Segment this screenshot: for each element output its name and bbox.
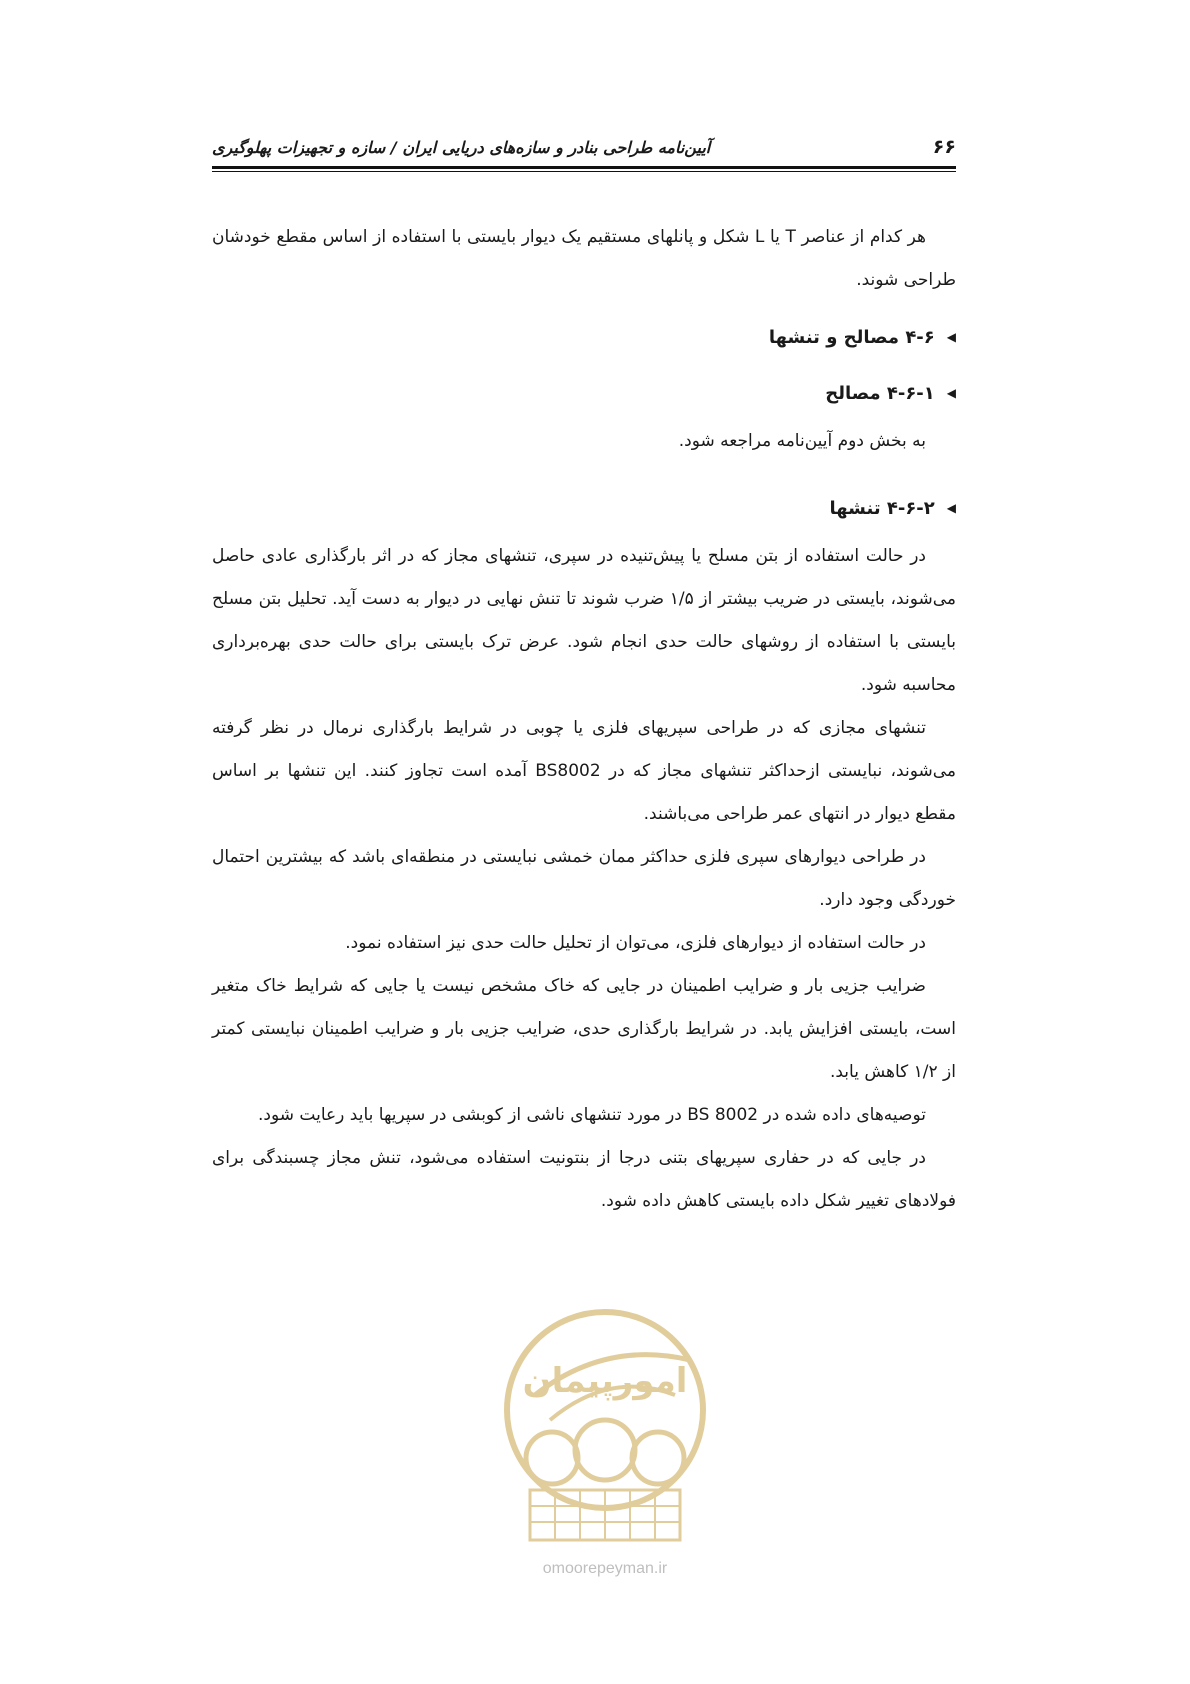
subsection-heading-text: ۴-۶-۲ تنشها: [829, 497, 935, 519]
watermark-emblem-icon: [490, 1300, 720, 1556]
stresses-paragraph: در جایی که در حفاری سپریهای بتنی درجا از بنتونیت استفاده می‌شود، تنش مجاز چسبندگی برای فولادهای تغییر شکل داده بایستی کاهش داده شود.: [212, 1148, 956, 1211]
subsection-heading-text: ۴-۶-۱ مصالح: [825, 382, 935, 404]
stresses-paragraph: تنشهای مجازی که در طراحی سپریهای فلزی یا چوبی در شرایط بارگذاری نرمال در نظر گرفته می‌شوند، نبایستی ازحداکثر تنشهای مجاز که در BS8002 آمده است تجاوز کنند. این تنشها بر اساس مقطع دیوار در انتهای عمر طراحی می‌باشند.: [212, 718, 956, 824]
watermark-url: omoorepeyman.ir: [542, 1560, 668, 1577]
stresses-paragraph: در طراحی دیوارهای سپری فلزی حداکثر ممان خمشی نبایستی در منطقه‌ای باشد که بیشترین احتمال خوردگی وجود دارد.: [212, 847, 956, 910]
heading-arrow-icon: ◀: [946, 501, 956, 515]
watermark-logo: [490, 1300, 720, 1586]
heading-arrow-icon: ◀: [946, 386, 956, 400]
subsection-heading-stresses: [212, 485, 956, 531]
header-rule-thick: [212, 166, 956, 169]
stresses-paragraph: ضرایب جزیی بار و ضرایب اطمینان در جایی که خاک مشخص نیست یا جایی که شرایط خاک متغیر است، بایستی افزایش یابد. در شرایط بارگذاری حدی، ضرایب جزیی بار و ضرایب اطمینان نبایستی کمتر از ۱/۲ کاهش یابد.: [212, 976, 956, 1082]
intro-paragraph: هر کدام از عناصر T یا L شکل و پانلهای مستقیم یک دیوار بایستی با استفاده از اساس مقطع خودشان طراحی شوند.: [212, 227, 956, 290]
subsection-heading-materials: [212, 370, 956, 416]
page-number: ۶۶: [932, 136, 956, 158]
materials-paragraph: به بخش دوم آیین‌نامه مراجعه شود.: [678, 431, 926, 451]
heading-arrow-icon: ◀: [946, 330, 956, 344]
body-text: [212, 216, 956, 1223]
stresses-paragraph: توصیه‌های داده شده در BS 8002 در مورد تنشهای ناشی از کوبشی در سپریها باید رعایت شود.: [258, 1105, 926, 1125]
page-header: [212, 130, 956, 164]
running-title: آیین‌نامه طراحی بنادر و سازه‌های دریایی ایران / سازه و تجهیزات پهلوگیری: [212, 137, 711, 157]
stresses-paragraph: در حالت استفاده از دیوارهای فلزی، می‌توان از تحلیل حالت حدی نیز استفاده نمود.: [345, 933, 926, 953]
section-heading-text: ۴-۶ مصالح و تنشها: [768, 326, 935, 348]
stresses-paragraph: در حالت استفاده از بتن مسلح یا پیش‌تنیده در سپری، تنشهای مجاز که در اثر بارگذاری عادی حاصل می‌شوند، بایستی در ضریب بیشتر از ۱/۵ ضرب شوند تا تنش نهایی در دیوار به دست آید. تحلیل بتن مسلح بایستی با استفاده از روشهای حالت حدی انجام شود. عرض ترک بایستی برای حالت حدی بهره‌برداری محاسبه شود.: [212, 546, 956, 695]
watermark-logo-text: امورپیمان: [522, 1361, 688, 1401]
header-rule-thin: [212, 171, 956, 172]
section-heading-materials-stresses: [212, 314, 956, 360]
